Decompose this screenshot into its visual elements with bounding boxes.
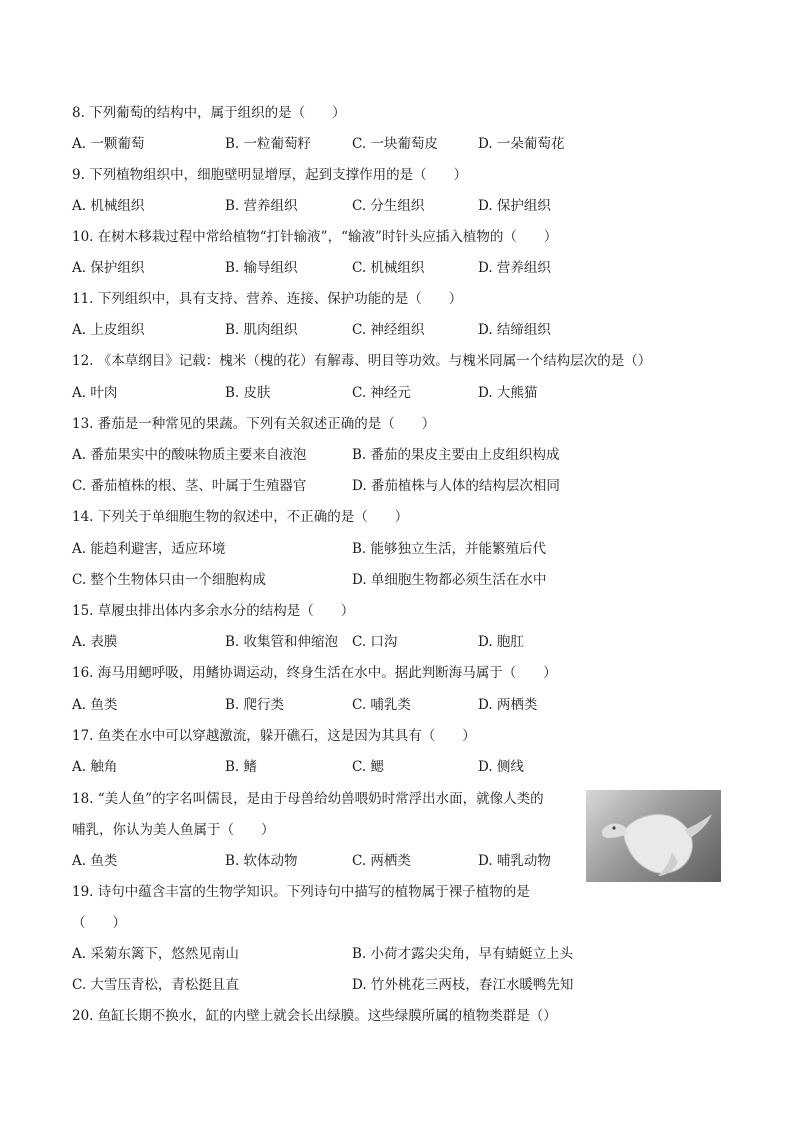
question-18-stem-line-1: 18. “美人鱼”的字名叫儒艮，是由于母兽给幼兽喂奶时常浮出水面，就像人类的 [72, 791, 544, 807]
question-10-stem: 10. 在树木移栽过程中常给植物“打针输液”，“输液”时针头应插入植物的（ ） [72, 229, 558, 245]
question-12-options [72, 384, 732, 402]
question-19-options-row-1 [72, 945, 732, 963]
question-18-stem-line-2: 哺乳，你认为美人鱼属于（ ） [72, 822, 275, 838]
question-9-options [72, 197, 732, 215]
option-a: A. 表膜 [72, 634, 118, 650]
option-d: D. 番茄植株与人体的结构层次相同 [352, 478, 560, 494]
question-12-stem: 12. 《本草纲目》记载：槐米（槐的花）有解毒、明目等功效。与槐米同属一个结构层次的是（） [72, 353, 652, 369]
question-15-stem: 15. 草履虫排出体内多余水分的结构是（ ） [72, 603, 355, 619]
option-d: D. 结缔组织 [478, 322, 551, 338]
option-d: D. 胞肛 [478, 634, 524, 650]
option-a: A. 机械组织 [72, 198, 145, 214]
question-14-stem: 14. 下列关于单细胞生物的叙述中，不正确的是（ ） [72, 509, 409, 525]
question-17-stem: 17. 鱼类在水中可以穿越激流，躲开礁石，这是因为其具有（ ） [72, 728, 476, 744]
question-10-options [72, 259, 732, 277]
option-c: C. 番茄植株的根、茎、叶属于生殖器官 [72, 478, 307, 494]
option-c: C. 哺乳类 [352, 697, 411, 713]
option-d: D. 哺乳动物 [478, 853, 551, 869]
question-13-options-row-1 [72, 446, 732, 464]
question-19-stem-line-2: （ ） [72, 915, 126, 931]
option-c: C. 神经元 [352, 385, 411, 401]
option-a: A. 上皮组织 [72, 322, 145, 338]
question-16-options [72, 696, 732, 714]
dugong-photo [586, 790, 721, 882]
option-a: A. 能趋利避害，适应环境 [72, 541, 226, 557]
option-c: C. 鳃 [352, 759, 384, 775]
option-a: A. 叶肉 [72, 385, 118, 401]
question-16-stem: 16. 海马用鳃呼吸，用鳍协调运动，终身生活在水中。据此判断海马属于（ ） [72, 665, 557, 681]
option-d: D. 营养组织 [478, 260, 551, 276]
option-b: B. 一粒葡萄籽 [225, 136, 312, 152]
option-a: A. 保护组织 [72, 260, 145, 276]
question-9-stem: 9. 下列植物组织中，细胞壁明显增厚，起到支撑作用的是（ ） [72, 167, 468, 183]
option-b: B. 能够独立生活，并能繁殖后代 [352, 541, 547, 557]
option-b: B. 鳍 [225, 759, 258, 775]
option-a: A. 触角 [72, 759, 118, 775]
option-d: D. 单细胞生物都必须生活在水中 [352, 572, 547, 588]
option-c: C. 整个生物体只由一个细胞构成 [72, 572, 266, 588]
question-11-options [72, 321, 732, 339]
option-c: C. 大雪压青松，青松挺且直 [72, 977, 239, 993]
option-d: D. 两栖类 [478, 697, 538, 713]
option-b: B. 输导组织 [225, 260, 298, 276]
option-b: B. 营养组织 [225, 198, 298, 214]
option-a: A. 一颗葡萄 [72, 136, 145, 152]
option-d: D. 大熊猫 [478, 385, 538, 401]
option-c: C. 两栖类 [352, 853, 411, 869]
question-13-options-row-2 [72, 477, 732, 495]
option-b: B. 皮肤 [225, 385, 271, 401]
option-b: B. 番茄的果皮主要由上皮组织构成 [352, 447, 560, 463]
option-a: A. 鱼类 [72, 853, 118, 869]
question-19-stem-line-1: 19. 诗句中蕴含丰富的生物学知识。下列诗句中描写的植物属于裸子植物的是 [72, 884, 530, 900]
option-d: D. 竹外桃花三两枝，春江水暖鸭先知 [352, 977, 574, 993]
option-d: D. 侧线 [478, 759, 524, 775]
option-b: B. 肌肉组织 [225, 322, 298, 338]
question-20-stem: 20. 鱼缸长期不换水，缸的内壁上就会长出绿膜。这些绿膜所属的植物类群是（） [72, 1008, 557, 1024]
question-17-options [72, 758, 732, 776]
question-15-options [72, 633, 732, 651]
option-b: B. 软体动物 [225, 853, 298, 869]
question-8-stem: 8. 下列葡萄的结构中，属于组织的是（ ） [72, 105, 346, 121]
option-c: C. 机械组织 [352, 260, 425, 276]
option-a: A. 采菊东篱下，悠然见南山 [72, 946, 239, 962]
question-13-stem: 13. 番茄是一种常见的果蔬。下列有关叙述正确的是（ ） [72, 416, 436, 432]
option-d: D. 一朵葡萄花 [478, 136, 565, 152]
option-c: C. 口沟 [352, 634, 398, 650]
option-a: A. 番茄果实中的酸味物质主要来自液泡 [72, 447, 307, 463]
option-a: A. 鱼类 [72, 697, 118, 713]
option-c: C. 一块葡萄皮 [352, 136, 438, 152]
question-14-options-row-1 [72, 540, 732, 558]
question-14-options-row-2 [72, 571, 732, 589]
option-d: D. 保护组织 [478, 198, 551, 214]
question-19-options-row-2 [72, 976, 732, 994]
option-c: C. 神经组织 [352, 322, 425, 338]
dugong-illustration [586, 790, 721, 882]
option-b: B. 爬行类 [225, 697, 285, 713]
option-b: B. 收集管和伸缩泡 [225, 634, 339, 650]
option-c: C. 分生组织 [352, 198, 425, 214]
option-b: B. 小荷才露尖尖角，早有蜻蜓立上头 [352, 946, 574, 962]
question-8-options [72, 135, 732, 153]
question-11-stem: 11. 下列组织中，具有支持、营养、连接、保护功能的是（ ） [72, 291, 463, 307]
